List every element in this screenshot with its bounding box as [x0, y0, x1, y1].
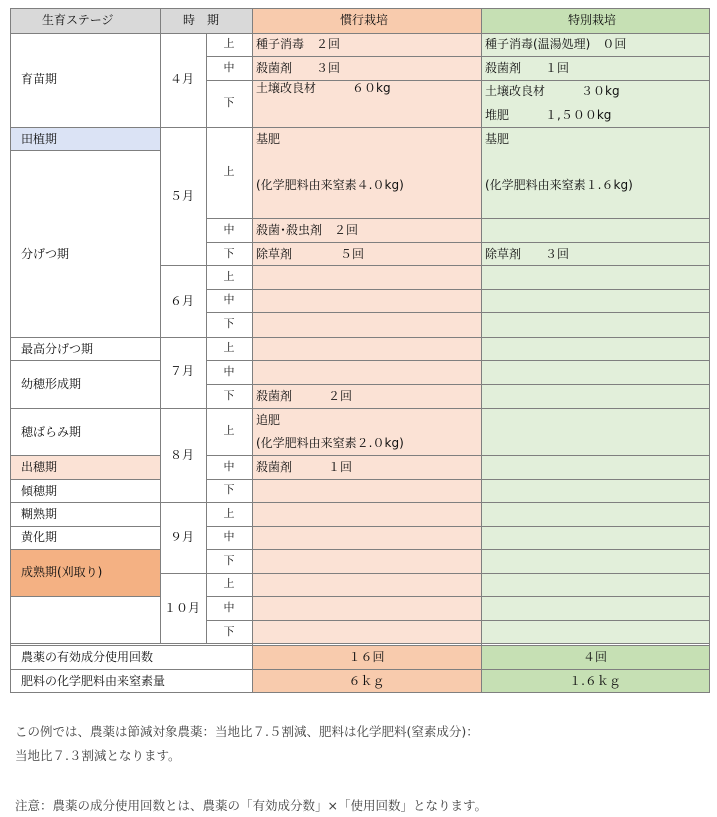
- decade-label-upper: 上: [223, 165, 235, 178]
- summary-fertilizer-spec: １.６ｋｇ: [569, 674, 621, 688]
- grid-line: [206, 596, 710, 597]
- summary-fertilizer-conv: ６ｋｇ: [348, 674, 385, 688]
- summary-pesticide-conv: １６回: [348, 650, 385, 664]
- decade-label-middle: 中: [223, 530, 235, 543]
- grid-line: [10, 645, 710, 646]
- grid-line: [481, 8, 482, 693]
- conv-fung-insect: 殺菌･殺虫剤 ２回: [256, 223, 359, 237]
- grid-line: [206, 455, 710, 456]
- stage-saiko-bunketsu: 最高分げつ期: [21, 342, 94, 356]
- grid-line: [206, 218, 710, 219]
- grid-line: [10, 337, 161, 338]
- decade-label-lower: 下: [223, 247, 235, 260]
- grid-line: [10, 479, 161, 480]
- grid-line: [709, 8, 710, 693]
- grid-line: [10, 8, 11, 693]
- grid-line: [206, 526, 710, 527]
- grid-line: [10, 549, 161, 550]
- decade-label-upper: 上: [223, 424, 235, 437]
- decade-label-middle: 中: [223, 460, 235, 473]
- decade-label-upper: 上: [223, 577, 235, 590]
- month-6: ６月: [170, 294, 195, 308]
- grid-line: [10, 596, 161, 597]
- conv-top-dress-n: (化学肥料由来窒素２.０kg): [256, 436, 404, 450]
- stage-keisui: 傾穂期: [21, 484, 58, 498]
- grid-line: [10, 33, 710, 34]
- conv-herbicide: 除草剤 ５回: [256, 247, 365, 261]
- grid-line: [160, 265, 710, 266]
- decade-label-upper: 上: [223, 37, 235, 50]
- grid-line: [10, 360, 161, 361]
- month-7: ７月: [170, 364, 195, 378]
- header-period: 時 期: [183, 13, 220, 27]
- spec-base-fert: 基肥: [485, 132, 510, 146]
- decade-label-upper: 上: [223, 507, 235, 520]
- grid-line: [206, 620, 710, 621]
- conv-fungicide-jul: 殺菌剤 ２回: [256, 389, 353, 403]
- conv-base-fert: 基肥: [256, 132, 281, 146]
- decade-label-lower: 下: [223, 483, 235, 496]
- note-line-1: この例では、農薬は節減対象農薬：当地比７.５割減、肥料は化学肥料(窒素成分)：: [15, 724, 479, 739]
- spec-herbicide: 除草剤 ３回: [485, 247, 570, 261]
- summary-pesticide-spec: ４回: [582, 650, 607, 664]
- grid-line: [206, 242, 710, 243]
- decade-label-lower: 下: [223, 554, 235, 567]
- stage-hobarami: 穂ばらみ期: [21, 425, 82, 439]
- conv-seed-disinfect: 種子消毒 ２回: [256, 37, 341, 51]
- stage-bunketsu: 分げつ期: [21, 247, 70, 261]
- stage-shussui: 出穂期: [21, 460, 58, 474]
- decade-label-lower: 下: [223, 389, 235, 402]
- decade-label-middle: 中: [223, 223, 235, 236]
- summary-pesticide-label: 農薬の有効成分使用回数: [21, 650, 154, 664]
- decade-label-middle: 中: [223, 601, 235, 614]
- grid-line: [10, 8, 710, 9]
- grid-line: [206, 360, 710, 361]
- grid-line: [10, 526, 161, 527]
- header-stage: 生育ステージ: [42, 13, 114, 27]
- stage-ouka: 黄化期: [21, 530, 58, 544]
- grid-line: [160, 573, 710, 574]
- spec-fungicide-apr: 殺菌剤 １回: [485, 61, 570, 75]
- header-special: 特別栽培: [568, 13, 617, 27]
- conventional-column-bg: [252, 33, 481, 643]
- grid-line: [10, 150, 161, 151]
- decade-label-lower: 下: [223, 317, 235, 330]
- note-line-3: 注意：農薬の成分使用回数とは、農薬の「有効成分数」×「使用回数」となります。: [15, 798, 487, 813]
- grid-line: [10, 127, 161, 128]
- stage-yousuikei: 幼穂形成期: [21, 377, 82, 391]
- grid-line: [206, 33, 207, 644]
- month-10: １０月: [164, 601, 201, 615]
- grid-line: [206, 312, 710, 313]
- grid-line: [10, 502, 161, 503]
- decade-label-middle: 中: [223, 61, 235, 74]
- month-9: ９月: [170, 530, 195, 544]
- spec-seed-disinfect: 種子消毒(温湯処理) ０回: [485, 37, 627, 51]
- grid-line: [206, 56, 710, 57]
- decade-label-middle: 中: [223, 293, 235, 306]
- note-line-2: 当地比７.３割減となります。: [15, 748, 181, 763]
- spec-compost: 堆肥 １,５００kg: [485, 108, 612, 122]
- stage-kojuku: 糊熟期: [21, 507, 58, 521]
- spec-soil-amend: 土壌改良材 ３０kg: [485, 84, 620, 98]
- grid-line: [10, 643, 710, 644]
- grid-line: [10, 669, 710, 670]
- grid-line: [206, 479, 710, 480]
- conv-fungicide-apr: 殺菌剤 ３回: [256, 61, 341, 75]
- month-4: ４月: [170, 72, 195, 86]
- conv-fungicide-aug: 殺菌剤 １回: [256, 460, 353, 474]
- decade-label-upper: 上: [223, 341, 235, 354]
- grid-line: [206, 384, 710, 385]
- grid-line: [206, 549, 710, 550]
- grid-line: [10, 692, 710, 693]
- grid-line: [160, 337, 710, 338]
- decade-label-upper: 上: [223, 270, 235, 283]
- decade-label-lower: 下: [223, 96, 235, 109]
- special-column-bg: [481, 33, 709, 643]
- summary-fertilizer-label: 肥料の化学肥料由来窒素量: [21, 674, 166, 688]
- conv-top-dress: 追肥: [256, 413, 281, 427]
- month-8: ８月: [170, 448, 195, 462]
- decade-label-lower: 下: [223, 625, 235, 638]
- spec-base-fert-n: (化学肥料由来窒素１.６kg): [485, 178, 633, 192]
- grid-line: [10, 455, 161, 456]
- conv-base-fert-n: (化学肥料由来窒素４.０kg): [256, 178, 404, 192]
- grid-line: [252, 8, 253, 693]
- conv-soil-amend: 土壌改良材 ６０kg: [256, 81, 391, 95]
- month-5: ５月: [170, 189, 195, 203]
- decade-label-middle: 中: [223, 365, 235, 378]
- grid-line: [10, 408, 161, 409]
- stage-tauebi: 田植期: [21, 132, 58, 146]
- header-conventional: 慣行栽培: [340, 13, 389, 27]
- grid-line: [160, 127, 710, 128]
- grid-line: [160, 408, 710, 409]
- grid-line: [206, 289, 710, 290]
- stage-seijuku: 成熟期(刈取り): [21, 565, 103, 579]
- grid-line: [160, 502, 710, 503]
- stage-ikubyo: 育苗期: [21, 72, 58, 86]
